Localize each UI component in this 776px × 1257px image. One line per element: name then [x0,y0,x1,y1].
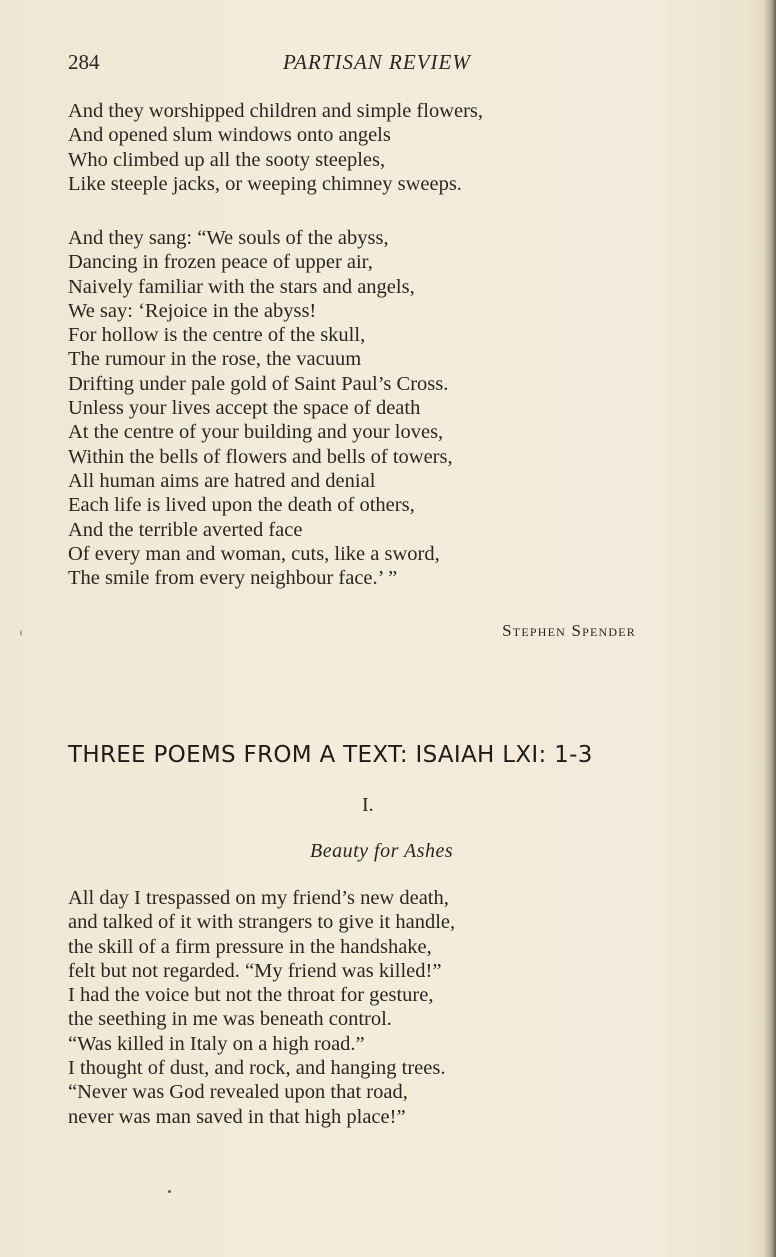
ink-speck [20,630,22,636]
poem-line: And they worshipped children and simple flowers, [68,100,484,122]
poem-line: the seething in me was beneath control. [68,1008,392,1031]
poem-subtitle: Beauty for Ashes [310,840,454,862]
poem-line: For hollow is the centre of the skull, [68,324,366,347]
poem-stanza [68,99,483,196]
poem-stanza [68,226,453,590]
part-number: I. [362,794,374,816]
poem-line: And opened slum windows onto angels [68,124,391,147]
poem-line: Like steeple jacks, or weeping chimney sweeps. [68,172,462,195]
poem-stanza [68,886,455,1129]
poem-line: I thought of dust, and rock, and hanging trees. [68,1057,446,1080]
poem-line: All day I trespassed on my friend’s new death, [68,887,449,909]
poem-line: The smile from every neighbour face.’ ” [68,567,398,590]
poem-line: Each life is lived upon the death of others, [68,494,415,517]
poem-line: never was man saved in that high place!” [68,1105,406,1128]
poem-line: And they sang: “We souls of the abyss, [68,227,389,249]
author-last-name: Spender [571,621,636,640]
poem-line: At the centre of your building and your loves, [68,421,444,444]
poem-line: and talked of it with strangers to give it handle, [68,911,456,934]
poem-line: “Never was God revealed upon that road, [68,1081,408,1104]
poem-line: Within the bells of flowers and bells of towers, [68,445,453,468]
poem-line: Who climbed up all the sooty steeples, [68,148,386,171]
author-first-name: Stephen [502,621,567,640]
poem-line: I had the voice but not the throat for gesture, [68,984,434,1007]
poem-line: And the terrible averted face [68,518,303,541]
poem-line: Of every man and woman, cuts, like a sword, [68,542,440,565]
ink-speck [168,1190,171,1193]
poem-line: the skill of a firm pressure in the handshake, [68,935,432,958]
poem-line: “Was killed in Italy on a high road.” [68,1032,365,1055]
poem-line: We say: ‘Rejoice in the abyss! [68,299,317,322]
poem-line: All human aims are hatred and denial [68,469,376,492]
poem-line: Unless your lives accept the space of death [68,397,421,420]
poem-author [502,621,636,641]
section-title: THREE POEMS FROM A TEXT: ISAIAH LXI: 1-3 [68,742,593,768]
poem-line: felt but not regarded. “My friend was killed!” [68,959,442,982]
page-number: 284 [68,50,100,74]
poem-line: Naively familiar with the stars and angels, [68,275,415,298]
running-title: PARTISAN REVIEW [283,50,471,74]
poem-line: Drifting under pale gold of Saint Paul’s Cross. [68,372,449,395]
poem-line: Dancing in frozen peace of upper air, [68,251,373,274]
poem-line: The rumour in the rose, the vacuum [68,348,362,371]
book-spine-shadow [764,0,776,1257]
page-header [68,50,688,80]
